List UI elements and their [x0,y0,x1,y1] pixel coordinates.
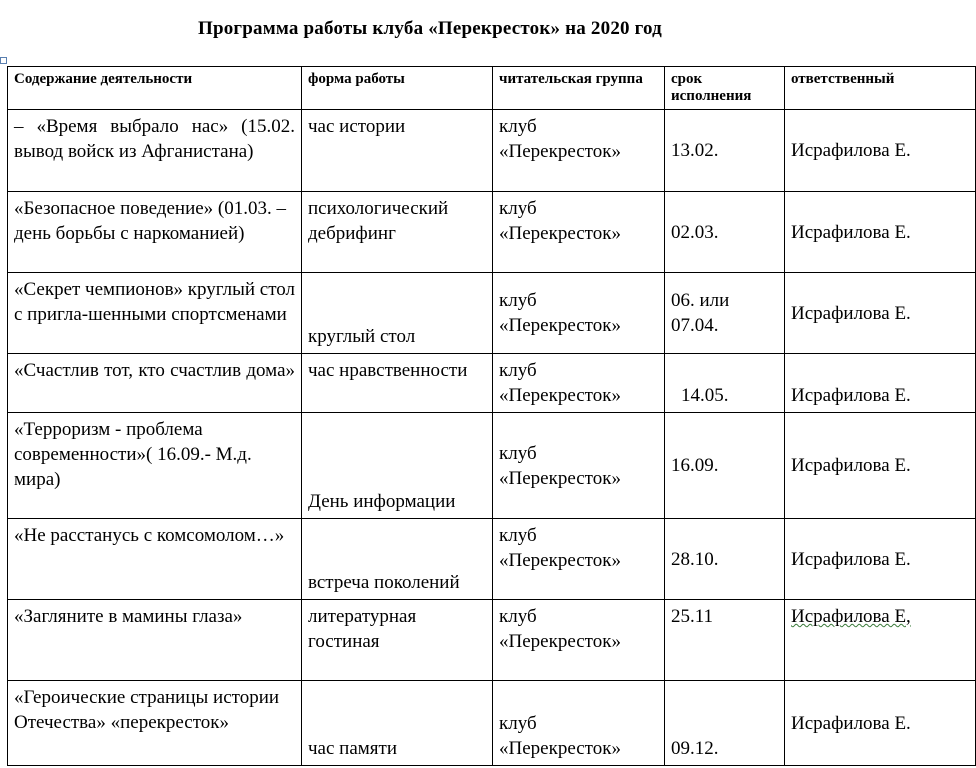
cell-group: клуб «Перекресток» [493,354,665,413]
cell-responsible: Исрафилова Е. [785,110,976,192]
cell-deadline: 14.05. [665,354,785,413]
cell-deadline: 02.03. [665,192,785,273]
cell-deadline: 16.09. [665,413,785,519]
cell-responsible: Исрафилова Е. [785,519,976,600]
table-row [8,273,976,354]
responsible-text: Исрафилова Е, [791,606,911,627]
header-activity: Содержание деятельности [8,67,302,110]
cell-group: клуб «Перекресток» [493,192,665,273]
cell-activity: «Героические страницы истории Отечества» «перекресток» [8,681,302,766]
cell-form: литературная гостиная [302,600,493,681]
cell-deadline: 13.02. [665,110,785,192]
cell-group: клуб «Перекресток» [493,413,665,519]
cell-deadline: 25.11 [665,600,785,681]
cell-group: клуб «Перекресток» [493,681,665,766]
cell-responsible: Исрафилова Е. [785,273,976,354]
cell-deadline: 06. или 07.04. [665,273,785,354]
cell-group: клуб «Перекресток» [493,110,665,192]
cell-deadline: 09.12. [665,681,785,766]
cell-deadline: 28.10. [665,519,785,600]
cell-activity: «Не расстанусь с комсомолом…» [8,519,302,600]
cell-form: психологический дебрифинг [302,192,493,273]
cell-group: клуб «Перекресток» [493,600,665,681]
cell-activity: – «Время выбрало нас» (15.02. вывод войск из Афганистана) [8,110,302,192]
cell-activity: «Терроризм - проблема современности»( 16.09.- М.д. мира) [8,413,302,519]
cell-group: клуб «Перекресток» [493,273,665,354]
cell-form: час нравственности [302,354,493,413]
header-responsible: ответственный [785,67,976,110]
cell-activity: «Загляните в мамины глаза» [8,600,302,681]
cell-activity: «Счастлив тот, кто счастлив дома» [8,354,302,413]
cell-responsible [785,600,976,681]
table-row [8,110,976,192]
table-row [8,354,976,413]
cell-form: встреча поколений [302,519,493,600]
header-group: читательская группа [493,67,665,110]
table-anchor-icon [0,57,7,64]
document-title: Программа работы клуба «Перекресток» на 2020 год [197,18,662,39]
cell-activity: «Секрет чемпионов» круглый стол с пригла-шенными спортсменами [8,273,302,354]
cell-form: час памяти [302,681,493,766]
cell-responsible: Исрафилова Е. [785,192,976,273]
cell-responsible: Исрафилова Е. [785,681,976,766]
table-row [8,600,976,681]
cell-responsible: Исрафилова Е. [785,413,976,519]
table-row [8,192,976,273]
program-table [7,66,976,766]
cell-activity: «Безопасное поведение» (01.03. –день борьбы с наркоманией) [8,192,302,273]
table-row [8,413,976,519]
cell-form: День информации [302,413,493,519]
cell-form: круглый стол [302,273,493,354]
cell-group: клуб «Перекресток» [493,519,665,600]
cell-responsible: Исрафилова Е. [785,354,976,413]
cell-form: час истории [302,110,493,192]
table-row [8,681,976,766]
header-deadline: срок исполнения [665,67,785,110]
header-row [8,67,976,110]
header-form: форма работы [302,67,493,110]
table-row [8,519,976,600]
